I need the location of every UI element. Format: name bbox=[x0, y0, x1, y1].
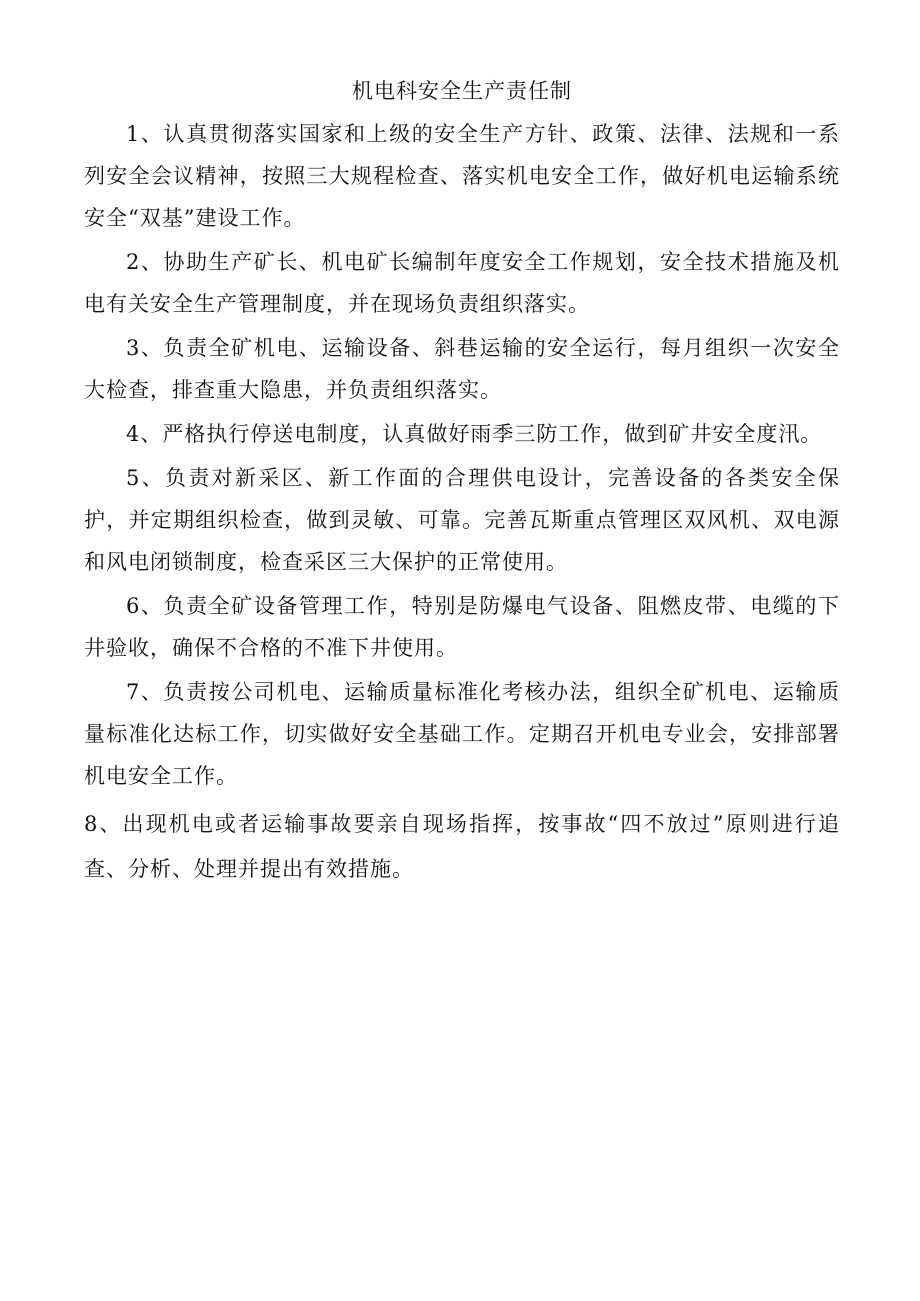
paragraph-6: 6、负责全矿设备管理工作，特别是防爆电气设备、阻燃皮带、电缆的下井验收，确保不合格的不准下井使用。 bbox=[84, 594, 840, 660]
paragraph-8: 8、出现机电或者运输事故要亲自现场指挥，按事故“四不放过”原则进行追查、分析、处理并提出有效措施。 bbox=[84, 812, 840, 881]
document-body bbox=[84, 74, 840, 894]
paragraph-5: 5、负责对新采区、新工作面的合理供电设计，完善设备的各类安全保护，并定期组织检查，做到灵敏、可靠。完善瓦斯重点管理区双风机、双电源和风电闭锁制度，检查采区三大保护的正常使用。 bbox=[84, 466, 840, 574]
paragraph-1: 1、认真贯彻落实国家和上级的安全生产方针、政策、法律、法规和一系列安全会议精神，按照三大规程检查、落实机电安全工作，做好机电运输系统安全“双基”建设工作。 bbox=[84, 122, 840, 230]
paragraph-4: 4、严格执行停送电制度，认真做好雨季三防工作，做到矿井安全度汛。 bbox=[126, 422, 823, 446]
paragraph-2: 2、协助生产矿长、机电矿长编制年度安全工作规划，安全技术措施及机电有关安全生产管理制度，并在现场负责组织落实。 bbox=[84, 250, 840, 316]
paragraph-3: 3、负责全矿机电、运输设备、斜巷运输的安全运行，每月组织一次安全大检查，排查重大隐患，并负责组织落实。 bbox=[84, 336, 840, 402]
paragraph-7: 7、负责按公司机电、运输质量标准化考核办法，组织全矿机电、运输质量标准化达标工作，切实做好安全基础工作。定期召开机电专业会，安排部署机电安全工作。 bbox=[84, 680, 840, 788]
document-title: 机电科安全生产责任制 bbox=[352, 79, 572, 103]
